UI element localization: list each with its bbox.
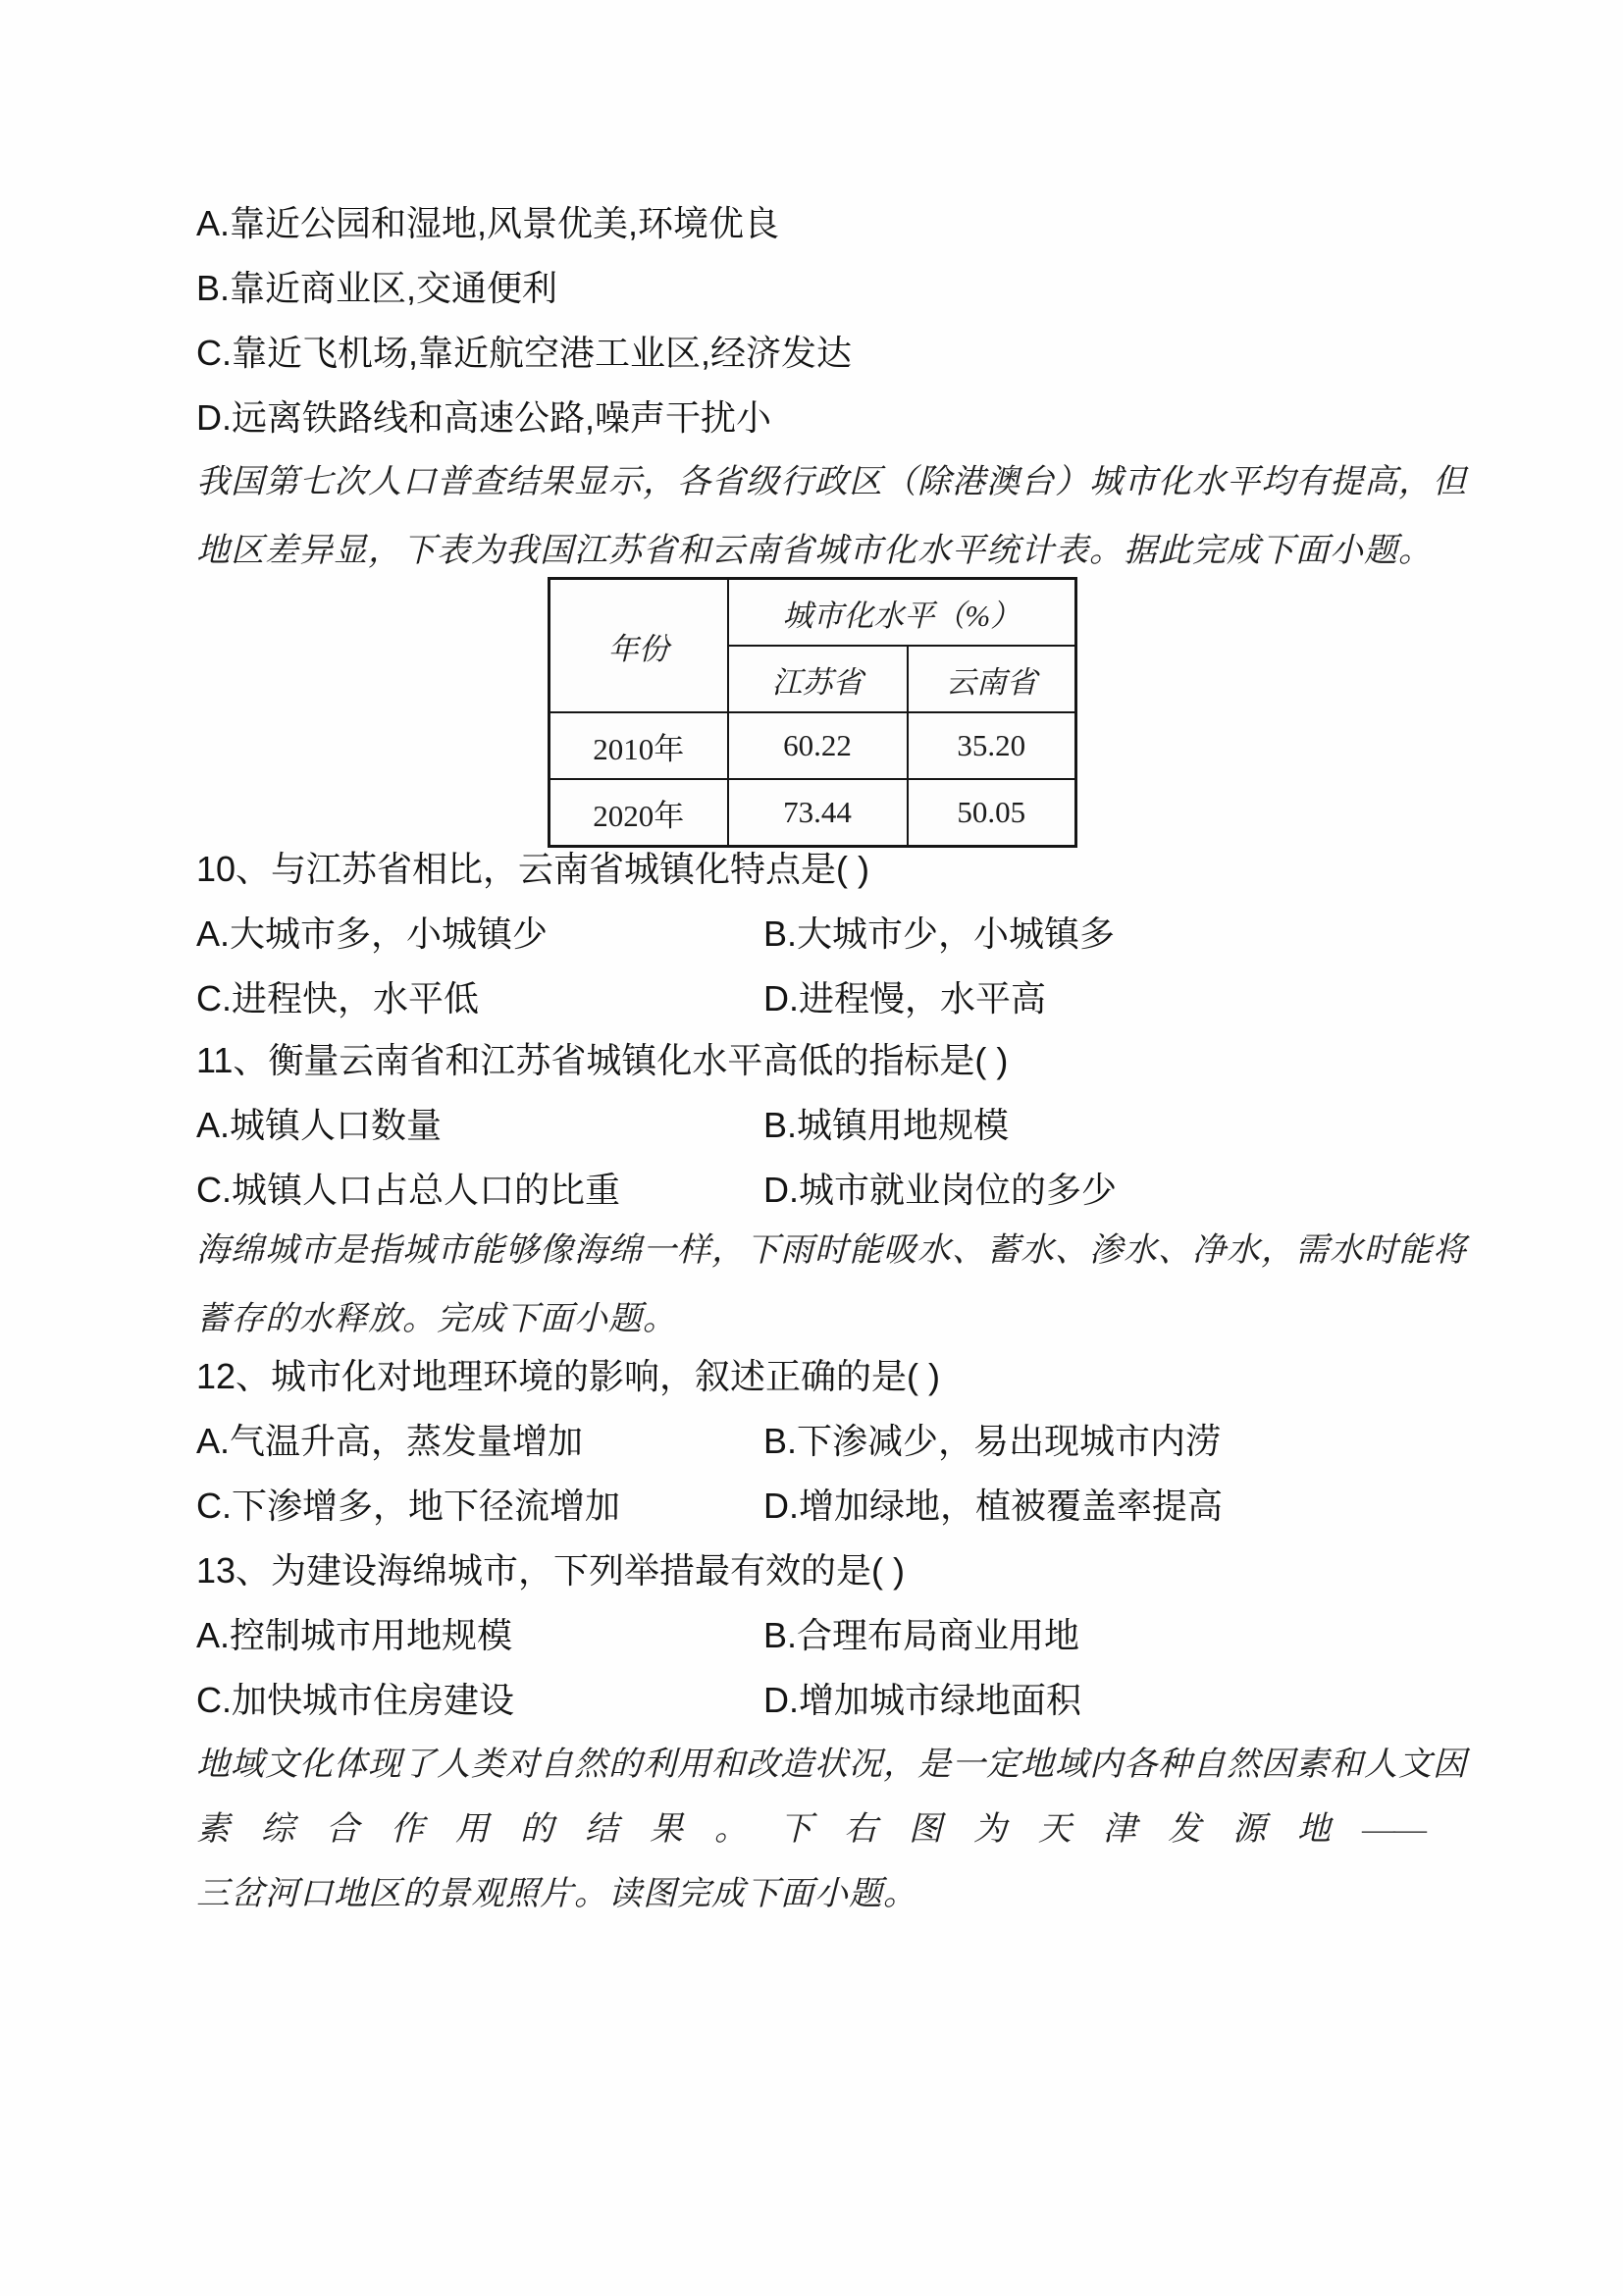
table-row: [550, 712, 1076, 779]
option-b: B.大城市少，小城镇多: [763, 913, 1116, 954]
question-stem: 12、城市化对地理环境的影响，叙述正确的是( ): [196, 1356, 941, 1396]
option-a: A.气温升高，蒸发量增加: [196, 1421, 584, 1461]
passage-sponge-city: [196, 1217, 1466, 1354]
passage-line: 地域文化体现了人类对自然的利用和改造状况，是一定地域内各种自然因素和人文因: [196, 1747, 1467, 1783]
option-d: D.远离铁路线和高速公路,噪声干扰小: [196, 397, 772, 438]
passage-line: [196, 1798, 1466, 1862]
question-stem: 10、与江苏省相比，云南省城镇化特点是( ): [196, 849, 870, 889]
option-b: B.合理布局商业用地: [763, 1615, 1080, 1655]
table-row: [550, 579, 1076, 647]
passage-line: 我国第七次人口普查结果显示，各省级行政区（除港澳台）城市化水平均有提高，但: [196, 464, 1467, 500]
table-cell-year: 2020年: [550, 779, 728, 847]
passage-line-text: 素综合作用的结果。下右图为天津发源地: [196, 1811, 1362, 1848]
table-cell-year: 2010年: [550, 712, 728, 779]
urbanization-table: [548, 577, 1077, 848]
table-cell-yunnan-2020: 50.05: [908, 779, 1076, 847]
table-header-year: 年份: [550, 579, 728, 713]
option-c: C.靠近飞机场,靠近航空港工业区,经济发达: [196, 333, 853, 373]
option-a: A.大城市多，小城镇少: [196, 913, 549, 954]
option-b: B.靠近商业区,交通便利: [196, 268, 558, 308]
option-c: C.进程快，水平低: [196, 978, 480, 1018]
option-b: B.下渗减少，易出现城市内涝: [763, 1421, 1222, 1461]
question-10: [196, 837, 1466, 1031]
top-question-options: [196, 191, 1466, 450]
passage-line: 蓄存的水释放。完成下面小题。: [196, 1301, 677, 1337]
option-d: D.进程慢，水平高: [763, 978, 1047, 1018]
option-c: C.加快城市住房建设: [196, 1680, 515, 1720]
passage-line: 地区差异显，下表为我国江苏省和云南省城市化水平统计表。据此完成下面小题。: [196, 533, 1433, 569]
question-13: [196, 1539, 1466, 1733]
passage-line: 海绵城市是指城市能够像海绵一样，下雨时能吸水、蓄水、渗水、净水，需水时能将: [196, 1232, 1467, 1269]
question-stem: 11、衡量云南省和江苏省城镇化水平高低的指标是( ): [196, 1040, 1009, 1080]
table-cell-jiangsu-2020: 73.44: [728, 779, 908, 847]
option-d: D.增加城市绿地面积: [763, 1680, 1082, 1720]
option-c: C.城镇人口占总人口的比重: [196, 1170, 621, 1210]
option-a: A.城镇人口数量: [196, 1105, 443, 1145]
passage-census: [196, 448, 1466, 586]
option-b: B.城镇用地规模: [763, 1105, 1010, 1145]
option-d: D.城市就业岗位的多少: [763, 1170, 1118, 1210]
question-11: [196, 1028, 1466, 1223]
passage-regional-culture: [196, 1733, 1466, 1927]
table-cell-jiangsu-2010: 60.22: [728, 712, 908, 779]
question-12: [196, 1344, 1466, 1539]
option-d: D.增加绿地，植被覆盖率提高: [763, 1486, 1224, 1526]
table-header-jiangsu: 江苏省: [728, 646, 908, 712]
option-a: A.控制城市用地规模: [196, 1615, 513, 1655]
table-cell-yunnan-2010: 35.20: [908, 712, 1076, 779]
table-header-yunnan: 云南省: [908, 646, 1076, 712]
option-a: A.靠近公园和湿地,风景优美,环境优良: [196, 203, 780, 243]
question-stem: 13、为建设海绵城市，下列举措最有效的是( ): [196, 1550, 906, 1591]
option-c: C.下渗增多，地下径流增加: [196, 1486, 621, 1526]
passage-line: 三岔河口地区的景观照片。读图完成下面小题。: [196, 1876, 917, 1912]
em-dash: ——: [1362, 1811, 1425, 1848]
table-header-level: 城市化水平（%）: [728, 579, 1076, 647]
